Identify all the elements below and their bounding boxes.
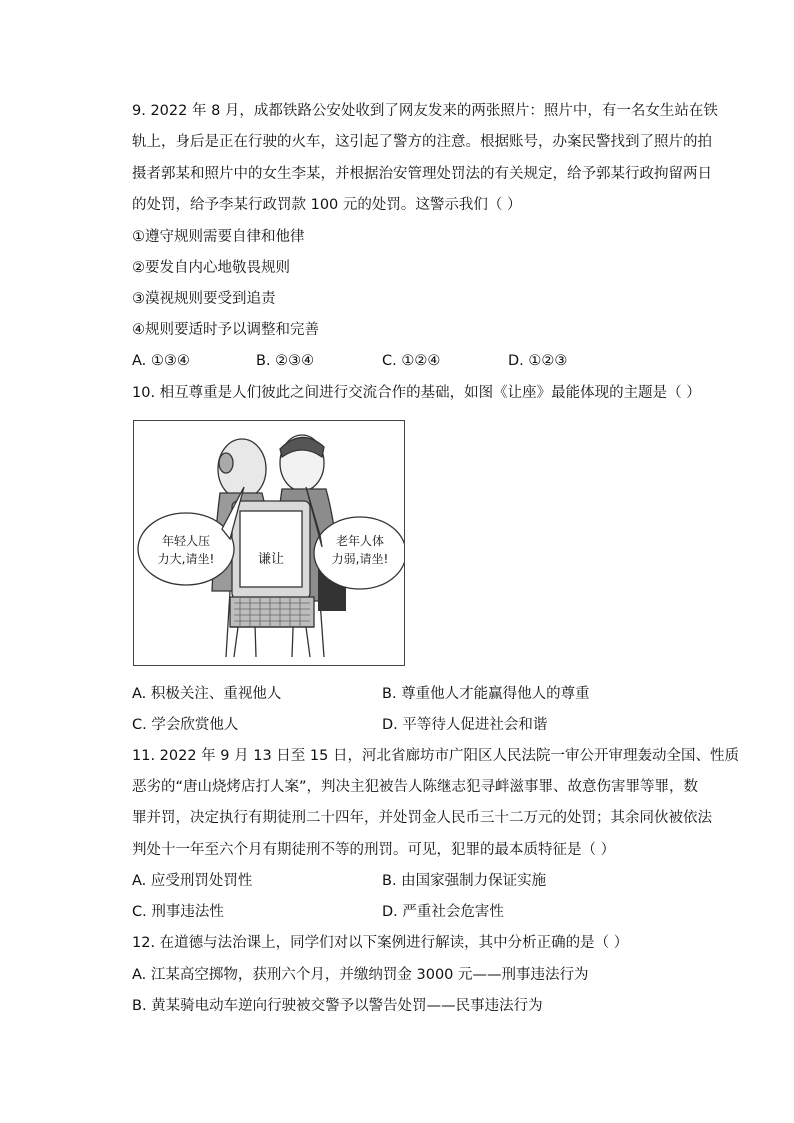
right-bubble-text-1: 老年人体 — [335, 534, 385, 548]
q11-stem-line-2: 恶劣的“唐山烧烤店打人案”，判决主犯被告人陈继志犯寻衅滋事罪、故意伤害罪等罪，数 — [132, 779, 699, 795]
right-bubble-text-2: 力弱,请坐! — [331, 552, 389, 566]
q9-option-d[interactable]: D. ①②③ — [508, 353, 568, 369]
cartoon-illustration — [134, 421, 404, 665]
q9-statement-3: ③漠视规则要受到追责 — [132, 291, 276, 307]
q11-option-d[interactable]: D. 严重社会危害性 — [382, 904, 504, 920]
q11-option-a[interactable]: A. 应受刑罚处罚性 — [132, 873, 253, 889]
q11-stem-line-1: 11. 2022 年 9 月 13 日至 15 日，河北省廊坊市广阳区人民法院一审公开审理轰动全国、性质 — [132, 748, 739, 764]
q10-option-a[interactable]: A. 积极关注、重视他人 — [132, 686, 282, 702]
left-speech-bubble — [138, 513, 234, 585]
q12-option-b[interactable]: B. 黄某骑电动车逆向行驶被交警予以警告处罚——民事违法行为 — [132, 998, 543, 1014]
q9-stem-line-3: 摄者郭某和照片中的女生李某，并根据治安管理处罚法的有关规定，给予郭某行政拘留两日 — [132, 166, 712, 182]
q10-option-c[interactable]: C. 学会欣赏他人 — [132, 717, 239, 733]
q12-option-a[interactable]: A. 江某高空掷物，获刑六个月，并缴纳罚金 3000 元——刑事违法行为 — [132, 967, 589, 983]
left-bubble-text-2: 力大,请坐! — [157, 552, 215, 566]
left-bubble-text-1: 年轻人压 — [161, 534, 211, 548]
q11-stem-line-4: 判处十一年至六个月有期徒刑不等的刑罚。可见，犯罪的最本质特征是（ ） — [132, 842, 616, 858]
q10-option-b[interactable]: B. 尊重他人才能赢得他人的尊重 — [382, 686, 590, 702]
q9-statement-1: ①遵守规则需要自律和他律 — [132, 229, 305, 245]
q10-cartoon-figure — [133, 420, 405, 666]
q9-option-b[interactable]: B. ②③④ — [256, 353, 315, 369]
q9-statement-2: ②要发自内心地敬畏规则 — [132, 260, 290, 276]
seat-sign-text: 谦让 — [257, 552, 285, 567]
q10-stem: 10. 相互尊重是人们彼此之间进行交流合作的基础，如图《让座》最能体现的主题是（ ） — [132, 385, 701, 401]
q9-stem-line-1: 9. 2022 年 8 月，成都铁路公安处收到了网友发来的两张照片：照片中，有一名女生站在铁 — [132, 103, 718, 119]
q11-option-c[interactable]: C. 刑事违法性 — [132, 904, 224, 920]
q9-option-c[interactable]: C. ①②④ — [382, 353, 441, 369]
q12-stem: 12. 在道德与法治课上，同学们对以下案例进行解读，其中分析正确的是（ ） — [132, 935, 629, 951]
q9-statement-4: ④规则要适时予以调整和完善 — [132, 322, 319, 338]
train-seat — [230, 501, 314, 657]
q11-option-b[interactable]: B. 由国家强制力保证实施 — [382, 873, 547, 889]
q9-option-a[interactable]: A. ①③④ — [132, 353, 190, 369]
q9-stem-line-2: 轨上，身后是正在行驶的火车，这引起了警方的注意。根据账号，办案民警找到了照片的拍 — [132, 134, 712, 150]
q9-stem-line-4: 的处罚，给予李某行政罚款 100 元的处罚。这警示我们（ ） — [132, 197, 522, 213]
q11-stem-line-3: 罪并罚，决定执行有期徒刑二十四年，并处罚金人民币三十二万元的处罚；其余同伙被依法 — [132, 810, 712, 826]
q10-option-d[interactable]: D. 平等待人促进社会和谐 — [382, 717, 548, 733]
